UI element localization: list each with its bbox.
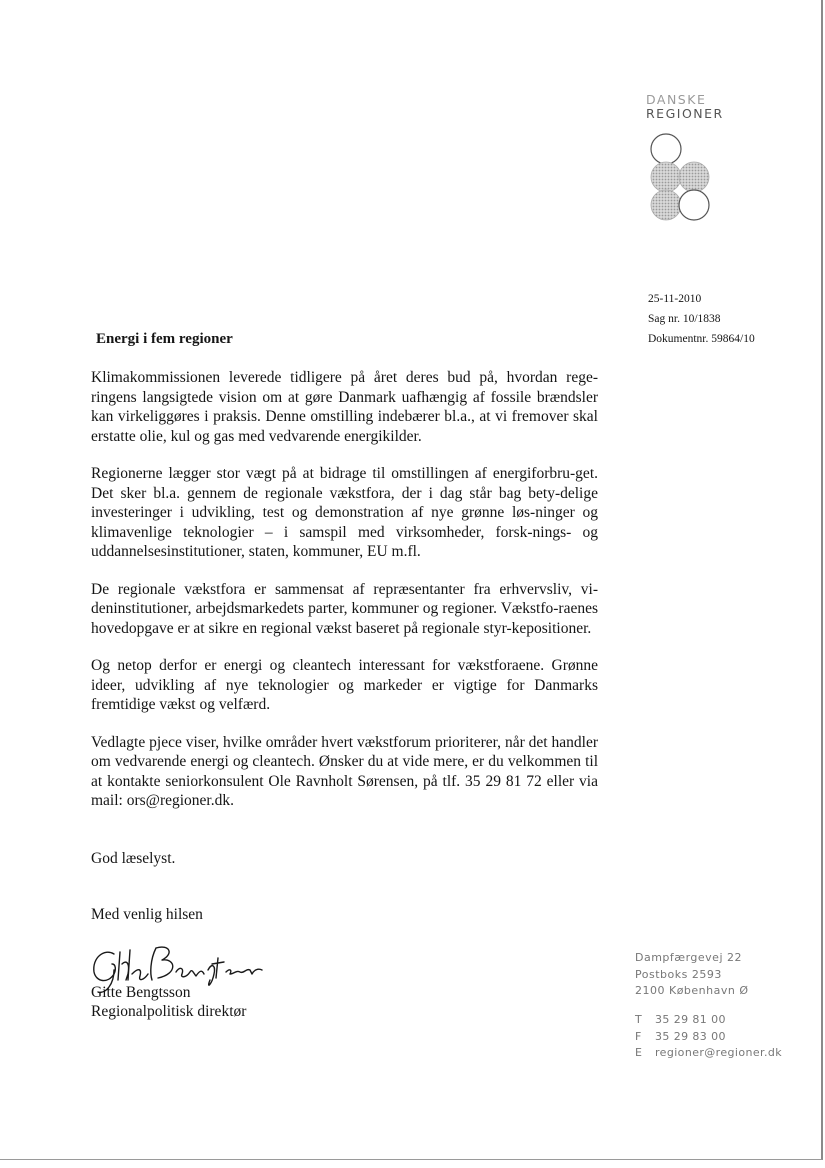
logo-text-line2: REGIONER xyxy=(646,106,724,121)
contact-email-value: regioner@regioner.dk xyxy=(655,1046,782,1059)
logo-circle-mid-right xyxy=(679,162,709,192)
paragraph-4: Og netop derfor er energi og cleantech interessant for vækstforaene. Grønne ideer, udvikling af nye teknologier og markeder er vigtige for Danmarks fremtidige vækst og velfærd. xyxy=(91,657,598,713)
address-box: Postboks 2593 xyxy=(635,967,722,981)
contact-block xyxy=(635,1012,782,1062)
paragraph-1: Klimakommissionen leverede tidligere på året deres bud på, hvordan rege-ringens langsigtede vision om at gøre Danmark uafhængig af fossile brændsler kan virkeliggøres i praksis. Denne omstilling indebærer bl.a., at vi fremover skal erstatte olie, kul og gas med vedvarende energikilder. xyxy=(91,369,598,445)
paragraph-2: Regionerne lægger stor vægt på at bidrage til omstillingen af energiforbru-get. Det sker bl.a. gennem de regionale vækstfora, der i dag står bag bety-delige investeringer i udvikling, test og demonstration af nye grønne løs-ninger og klimavenlige teknologier – i samspil med virksomheder, forsk-nings- og uddannelsesinstitutioner, staten, kommuner, EU m.fl. xyxy=(91,465,598,560)
logo-circle-bottom-right xyxy=(679,190,709,220)
closing-line: God læselyst. xyxy=(91,850,176,867)
contact-email-label: E xyxy=(635,1046,643,1059)
letter-body xyxy=(91,368,598,829)
paragraph-5: Vedlagte pjece viser, hvilke områder hvert vækstforum prioriterer, når det handler om vedvarende energi og cleantech. Ønsker du at vide mere, er du velkommen til at kontakte seniorkonsulent Ole Ravnholt Sørensen, på tlf. 35 29 81 72 eller via mail: ors@regioner.dk. xyxy=(91,733,598,809)
regards-line: Med venlig hilsen xyxy=(91,906,203,923)
logo-circle-top xyxy=(651,134,681,164)
address-block xyxy=(635,950,749,1000)
logo-circle-bottom-left xyxy=(651,190,681,220)
address-city: 2100 København Ø xyxy=(635,984,749,997)
contact-phone xyxy=(635,1012,782,1029)
contact-phone-label: T xyxy=(635,1013,643,1026)
contact-phone-value: 35 29 81 00 xyxy=(655,1013,726,1026)
letter-date: 25-11-2010 xyxy=(648,293,702,305)
paragraph-3: De regionale vækstfora er sammensat af repræsentanter fra erhvervsliv, vi-deninstitutioner, arbejdsmarkedets parter, kommuner og regioner. Vækstfo-raenes hovedopgave er at sikre en regional vækst baseret på regionale styr-kepositioner. xyxy=(91,580,598,637)
signer-name: Gitte Bengtsson xyxy=(91,984,191,1001)
letter-title: Energi i fem regioner xyxy=(96,331,233,347)
contact-fax-value: 35 29 83 00 xyxy=(655,1029,726,1043)
address-street: Dampfærgevej 22 xyxy=(635,951,742,964)
contact-fax xyxy=(635,1029,782,1046)
logo-circles-icon xyxy=(646,127,726,239)
contact-fax-label: F xyxy=(635,1029,642,1043)
logo-circle-mid-left xyxy=(651,162,681,192)
danske-regioner-logo xyxy=(646,93,726,121)
contact-email xyxy=(635,1045,782,1062)
logo-text-line1: DANSKE xyxy=(646,92,707,107)
case-number: Sag nr. 10/1838 xyxy=(648,313,721,325)
document-meta xyxy=(648,289,755,349)
signer-title: Regionalpolitisk direktør xyxy=(91,1003,247,1020)
document-number: Dokumentnr. 59864/10 xyxy=(648,333,755,345)
